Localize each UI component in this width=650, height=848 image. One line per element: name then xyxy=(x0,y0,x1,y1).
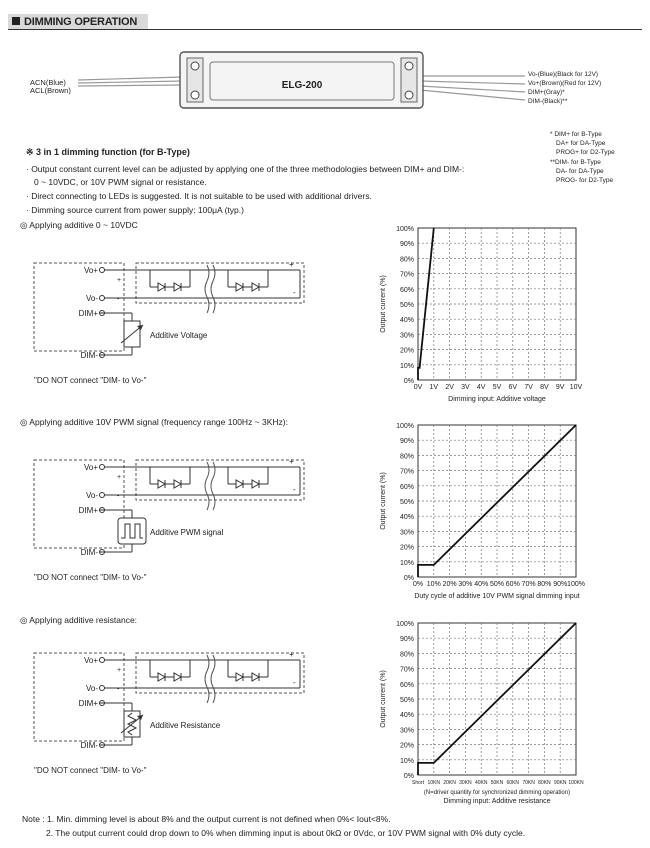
x-tick-label: 5V xyxy=(492,384,502,391)
x-tick-label: 80KN xyxy=(538,780,551,786)
section-3-title: ◎ Applying additive resistance: xyxy=(20,615,138,625)
pin-label: DIM+ xyxy=(78,506,98,515)
type-note: DA+ for DA-Type xyxy=(556,140,606,147)
x-tick-label: 40% xyxy=(474,581,489,588)
y-tick-label: 90% xyxy=(399,241,414,249)
dimming-chart-2 xyxy=(372,415,642,615)
y-tick-label: 40% xyxy=(399,317,414,325)
y-tick-label: 20% xyxy=(399,347,414,355)
x-tick-label: Short xyxy=(412,780,424,786)
x-axis-label: Dimming input: Additive voltage xyxy=(448,396,546,403)
y-tick-label: 80% xyxy=(399,453,414,461)
x-tick-label: 40KN xyxy=(474,780,488,786)
y-tick-label: 10% xyxy=(399,559,414,567)
y-tick-label: 100% xyxy=(396,423,414,430)
x-tick-label: 70% xyxy=(521,581,536,588)
y-tick-label: 50% xyxy=(399,302,414,309)
y-tick-label: 60% xyxy=(399,681,414,689)
svg-text:+: + xyxy=(289,260,294,269)
svg-text:-: - xyxy=(293,485,296,494)
type-note: PROG+ for D2-Type xyxy=(556,149,615,156)
type-note: * DIM+ for B-Type xyxy=(550,131,602,138)
x-tick-label: 70KN xyxy=(522,780,535,786)
y-tick-label: 0% xyxy=(403,378,414,385)
y-tick-label: 70% xyxy=(399,271,414,279)
x-tick-label: 90% xyxy=(553,581,568,588)
x-tick-label: 10V xyxy=(569,384,583,391)
pin-label: DIM- xyxy=(80,741,98,750)
x-tick-label: 3V xyxy=(461,384,470,391)
source-label: Additive Resistance xyxy=(150,721,221,730)
x-tick-label: 2V xyxy=(445,384,454,391)
y-tick-label: 20% xyxy=(399,544,414,552)
svg-text:+: + xyxy=(117,474,122,481)
pin-label: Vo- xyxy=(85,294,98,303)
dimming-chart-3 xyxy=(372,613,642,813)
section-1-title: ◎ Applying additive 0 ~ 10VDC xyxy=(20,220,138,230)
y-tick-label: 80% xyxy=(399,256,414,264)
x-axis-label: Duty cycle of additive 10V PWM signal dimming input xyxy=(414,593,580,600)
svg-text:-: - xyxy=(117,493,120,500)
dimming-chart-1 xyxy=(372,218,642,418)
dimming-circuit-2 xyxy=(0,452,330,592)
y-tick-label: 100% xyxy=(396,621,414,628)
x-tick-label: 50% xyxy=(489,581,505,588)
y-tick-label: 20% xyxy=(399,742,414,750)
svg-text:+: + xyxy=(117,277,122,284)
y-tick-label: 50% xyxy=(399,499,414,506)
svg-text:+: + xyxy=(117,667,122,674)
wire-label-vo-plus: Vo+(Brown)(Red for 12V) xyxy=(528,80,602,87)
y-tick-label: 10% xyxy=(399,757,414,765)
type-note: **DIM- for B-Type xyxy=(550,159,601,166)
y-tick-label: 90% xyxy=(399,636,414,644)
intro-bullet: · Dimming source current from power supply: 100μA (typ.) xyxy=(26,205,244,215)
y-axis-label: Output current (%) xyxy=(380,275,387,333)
note-2: 2. The output current could drop down to 0% when dimming input is about 0kΩ or 0Vdc, or 10V PWM signal with 0% duty cycle. xyxy=(46,828,526,838)
x-axis-note: (N=driver quantity for synchronized dimming operation) xyxy=(423,790,571,796)
x-tick-label: 0% xyxy=(412,581,424,588)
type-note: DA- for DA-Type xyxy=(556,168,604,175)
section-2-title: ◎ Applying additive 10V PWM signal (frequency range 100Hz ~ 3KHz): xyxy=(20,417,288,427)
svg-text:-: - xyxy=(117,296,120,303)
wire-label-dim-plus: DIM+(Gray)* xyxy=(528,89,565,96)
pin-label: Vo+ xyxy=(83,266,98,275)
header-rule xyxy=(8,29,642,30)
header-square-icon xyxy=(12,17,20,25)
pin-label: DIM+ xyxy=(78,699,98,708)
y-tick-label: 0% xyxy=(403,575,414,582)
y-tick-label: 100% xyxy=(396,226,414,233)
svg-text:-: - xyxy=(293,678,296,687)
x-tick-label: 20% xyxy=(442,581,457,588)
intro-bullet: · Direct connecting to LEDs is suggested. It is not suitable to be used with additional drivers. xyxy=(26,191,372,201)
x-tick-label: 100% xyxy=(567,581,585,588)
y-tick-label: 30% xyxy=(399,529,414,537)
intro-heading: ※ 3 in 1 dimming function (for B-Type) xyxy=(26,147,190,157)
x-tick-label: 6V xyxy=(508,384,518,391)
x-tick-label: 30% xyxy=(458,581,473,588)
x-tick-label: 4V xyxy=(476,384,486,391)
svg-text:-: - xyxy=(117,686,120,693)
y-tick-label: 30% xyxy=(399,727,414,735)
y-tick-label: 50% xyxy=(399,697,414,704)
intro-bullet: · Output constant current level can be adjusted by applying one of the three methodologies between DIM+ and DIM-: xyxy=(26,164,465,174)
x-tick-label: 10% xyxy=(426,581,441,588)
pin-label: Vo- xyxy=(85,491,98,500)
y-axis-label: Output current (%) xyxy=(380,472,387,530)
pin-label: DIM- xyxy=(80,351,98,360)
dimming-circuit-3 xyxy=(0,645,330,785)
x-tick-label: 30KN xyxy=(459,780,472,786)
y-tick-label: 0% xyxy=(403,773,414,780)
x-tick-label: 1V xyxy=(429,384,439,391)
wire-label-acn: ACN(Blue) xyxy=(30,78,66,87)
y-tick-label: 60% xyxy=(399,483,414,491)
x-axis-label: Dimming input: Additive resistance xyxy=(443,798,551,805)
y-tick-label: 30% xyxy=(399,332,414,340)
y-tick-label: 80% xyxy=(399,651,414,659)
pin-label: DIM+ xyxy=(78,309,98,318)
y-tick-label: 70% xyxy=(399,666,414,674)
source-label: Additive Voltage xyxy=(150,331,208,340)
y-axis-label: Output current (%) xyxy=(380,670,387,728)
type-note: PROG- for D2-Type xyxy=(556,177,614,184)
y-tick-label: 40% xyxy=(399,514,414,522)
x-tick-label: 80% xyxy=(537,581,552,588)
warning-text: "DO NOT connect "DIM- to Vo-" xyxy=(34,376,147,385)
x-tick-label: 0V xyxy=(413,384,423,391)
y-tick-label: 70% xyxy=(399,468,414,476)
note-1: Note : 1. Min. dimming level is about 8% and the output current is not defined when 0%< Iout<8%. xyxy=(22,814,391,824)
x-tick-label: 90KN xyxy=(553,780,567,786)
device-name: ELG-200 xyxy=(281,80,323,91)
pin-label: Vo+ xyxy=(83,463,98,472)
pin-label: DIM- xyxy=(80,548,98,557)
y-tick-label: 10% xyxy=(399,362,414,370)
dimming-circuit-1 xyxy=(0,255,330,395)
source-label: Additive PWM signal xyxy=(150,528,224,537)
pin-label: Vo+ xyxy=(83,656,98,665)
section-header xyxy=(8,14,148,29)
x-tick-label: 50KN xyxy=(490,780,504,786)
warning-text: "DO NOT connect "DIM- to Vo-" xyxy=(34,766,147,775)
x-tick-label: 100KN xyxy=(568,780,584,786)
wire-label-vo-minus: Vo-(Blue)(Black for 12V) xyxy=(528,71,599,78)
svg-text:-: - xyxy=(293,288,296,297)
svg-text:+: + xyxy=(289,650,294,659)
y-tick-label: 40% xyxy=(399,712,414,720)
pin-label: Vo- xyxy=(85,684,98,693)
section-title: DIMMING OPERATION xyxy=(24,16,138,28)
x-tick-label: 8V xyxy=(540,384,549,391)
intro-bullet: 0 ~ 10VDC, or 10V PWM signal or resistance. xyxy=(34,177,207,187)
wire-label-acl: ACL(Brown) xyxy=(30,86,71,95)
svg-text:+: + xyxy=(289,457,294,466)
warning-text: "DO NOT connect "DIM- to Vo-" xyxy=(34,573,147,582)
x-tick-label: 10KN xyxy=(427,780,441,786)
x-tick-label: 60% xyxy=(505,581,520,588)
x-tick-label: 60KN xyxy=(506,780,520,786)
x-tick-label: 7V xyxy=(524,384,533,391)
y-tick-label: 90% xyxy=(399,438,414,446)
x-tick-label: 9V xyxy=(555,384,565,391)
wire-label-dim-minus: DIM-(Black)** xyxy=(528,98,568,105)
y-tick-label: 60% xyxy=(399,286,414,294)
x-tick-label: 20KN xyxy=(443,780,456,786)
